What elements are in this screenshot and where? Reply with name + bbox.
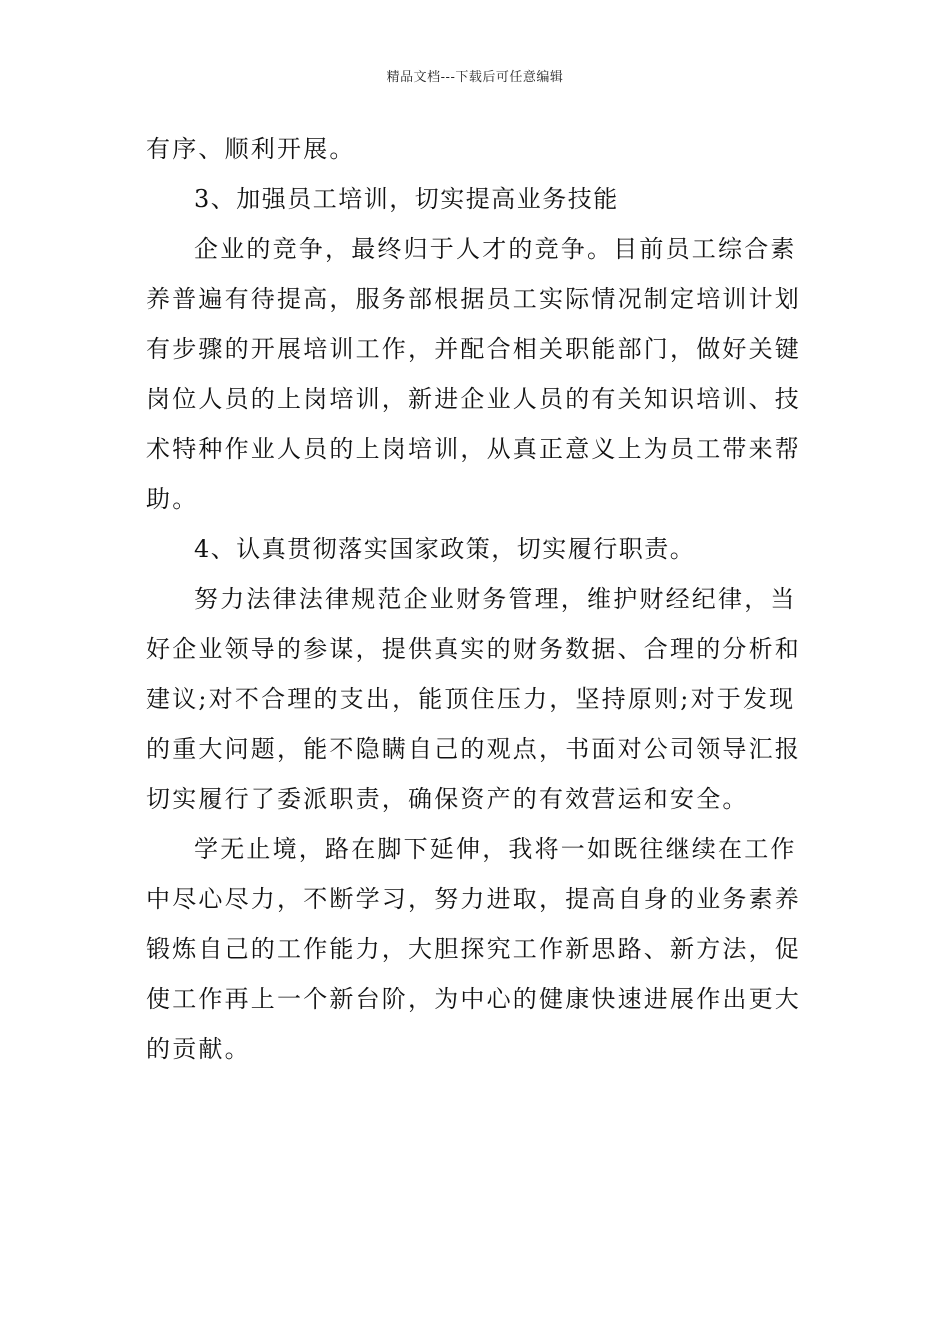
paragraph-line: 建议;对不合理的支出，能顶住压力，坚持原则;对于发现 [146, 685, 796, 713]
paragraph-line: 中尽心尽力，不断学习，努力进取，提高自身的业务素养 [146, 885, 801, 913]
page-header: 精品文档---下载后可任意编辑 [386, 70, 564, 85]
section-heading: 4、认真贯彻落实国家政策，切实履行职责。 [194, 535, 696, 563]
section-heading: 3、加强员工培训，切实提高业务技能 [194, 185, 619, 213]
paragraph-line: 使工作再上一个新台阶，为中心的健康快速进展作出更大 [146, 985, 801, 1013]
paragraph-line: 锻炼自己的工作能力，大胆探究工作新思路、新方法，促 [146, 935, 801, 963]
paragraph-line: 的贡献。 [146, 1035, 251, 1063]
paragraph-line: 企业的竞争，最终归于人才的竞争。目前员工综合素 [194, 235, 797, 263]
paragraph-line: 助。 [146, 485, 199, 513]
paragraph-line: 术特种作业人员的上岗培训，从真正意义上为员工带来帮 [146, 435, 801, 463]
paragraph-line: 好企业领导的参谋，提供真实的财务数据、合理的分析和 [146, 635, 801, 663]
paragraph-line: 岗位人员的上岗培训，新进企业人员的有关知识培训、技 [146, 385, 801, 413]
paragraph-line: 的重大问题，能不隐瞒自己的观点，书面对公司领导汇报 [146, 735, 801, 763]
paragraph-line: 有序、顺利开展。 [146, 135, 356, 163]
document-body [146, 124, 806, 1074]
paragraph-line: 养普遍有待提高，服务部根据员工实际情况制定培训计划 [146, 285, 801, 313]
paragraph-line: 努力法律法律规范企业财务管理，维护财经纪律，当 [194, 585, 797, 613]
paragraph-line: 有步骤的开展培训工作，并配合相关职能部门，做好关键 [146, 335, 801, 363]
paragraph-line: 学无止境，路在脚下延伸，我将一如既往继续在工作 [194, 835, 797, 863]
paragraph-line: 切实履行了委派职责，确保资产的有效营运和安全。 [146, 785, 749, 813]
